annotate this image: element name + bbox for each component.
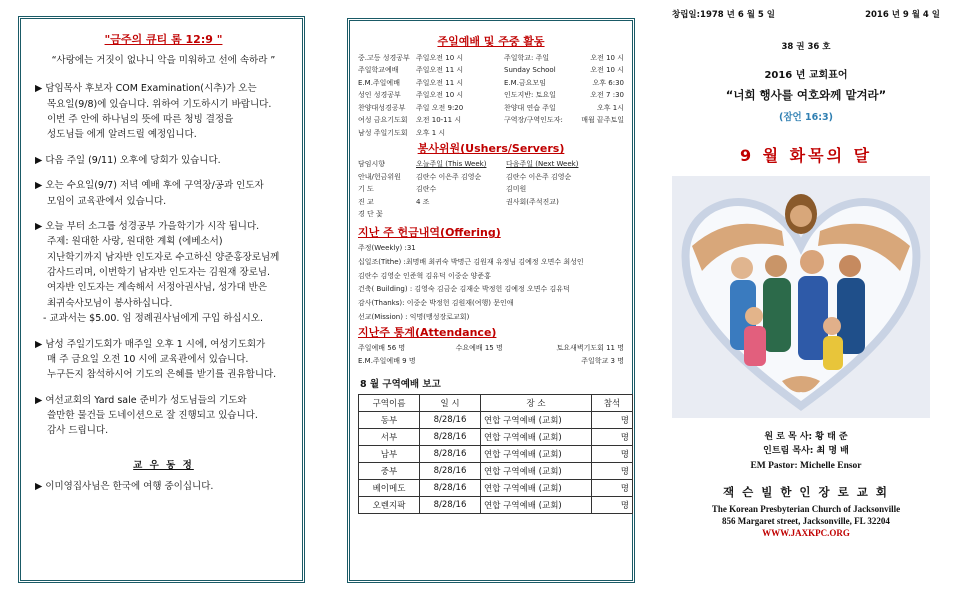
schedule-cell: 주일오전 11 시: [416, 66, 464, 75]
attendance-cell: 수요예배 15 명: [455, 344, 503, 353]
announcement-item: [35, 81, 292, 143]
announcement-line: 이번 주 안에 하나님의 뜻에 따른 청빙 결정을: [47, 114, 234, 126]
schedule-cell: 찬양대 연습 주일: [504, 103, 556, 112]
schedule-cell: 찬양대성경공부: [358, 103, 406, 112]
schedule-cell: 오전 10 시: [590, 66, 624, 75]
announcement-line: - 교과서는 $5.00. 임 정례권사님에게 구입 하십시오.: [43, 313, 263, 325]
announcement-line: 성도님들 에게 알려드릴 예정입니다.: [47, 129, 197, 141]
schedule-cell: E.M.금요모임: [504, 78, 546, 87]
motto-label: 2016 년 교회표어: [764, 70, 848, 81]
schedule-cell: 구역장/구역인도자:: [504, 116, 563, 125]
ushers-cell: [506, 208, 624, 220]
worship-title: 주일예배 및 주중 활동: [437, 35, 545, 48]
announcement-line: ▶ 다음 주일 (9/11) 오후에 당회가 있습니다.: [35, 154, 221, 166]
ushers-cell: 다음주일 (Next Week): [506, 160, 579, 169]
schedule-row: [358, 64, 624, 76]
ushers-cell: 진 교: [358, 197, 374, 206]
attendance-cell: E.M.주일예배 9 명: [358, 357, 416, 366]
schedule-cell: 주일 오전 9:20: [416, 103, 464, 112]
table-cell: 8/28/16: [420, 463, 481, 480]
offering-line: 선교(Mission) : 익명(맹성장로교회): [358, 312, 470, 321]
announcement-line: ▶ 오는 수요일(9/7) 저녁 예배 후에 구역장/공과 인도자: [35, 180, 264, 192]
table-cell: 연합 구역예배 (교회): [481, 429, 592, 446]
table-header: 일 시: [420, 395, 481, 412]
news-title: 교 우 동 정: [133, 459, 194, 471]
ushers-cell: 권사회(주석진교): [506, 197, 559, 206]
table-header: 장 소: [481, 395, 592, 412]
offering-line: 김란수 김영순 인준혁 김유덕 이중순 양준홍: [358, 271, 491, 280]
schedule-cell: 남성 주일기도회: [358, 128, 408, 137]
ushers-table: [358, 158, 624, 220]
table-header: 참석: [592, 395, 633, 412]
announcement-line: 누구든지 참석하시어 기도의 은혜를 받기를 권유합니다.: [47, 369, 277, 381]
table-cell: 연합 구역예배 (교회): [481, 412, 592, 429]
ushers-cell: 오늘주일 (This Week): [416, 160, 487, 169]
offering-line: 건축( Building) : 김영숙 김금순 김재순 박정헌 김예정 오면수 김유덕: [358, 285, 570, 294]
table-cell: 명: [592, 412, 633, 429]
table-header: 구역이름: [359, 395, 420, 412]
schedule-row: [358, 77, 624, 89]
schedule-cell: 주일오전 11 시: [416, 78, 464, 87]
announcement-item: [35, 153, 292, 168]
heart-illustration: [672, 176, 930, 418]
table-cell: 연합 구역예배 (교회): [481, 480, 592, 497]
schedule-cell: 인도지반: 토요일: [504, 91, 556, 100]
qt-verse: “사랑에는 거짓이 없나니 악을 미워하고 선에 속하라 ”: [51, 55, 276, 66]
table-cell: 8/28/16: [420, 446, 481, 463]
announcement-line: ▶ 담임목사 후보자 COM Examination(시추)가 오는: [35, 83, 257, 95]
pastor-list: [672, 430, 940, 474]
table-cell: 8/28/16: [420, 429, 481, 446]
schedule-row: [358, 114, 624, 126]
schedule-cell: 중.고등 성경공부: [358, 54, 410, 62]
ushers-cell: 김란수: [416, 185, 437, 194]
schedule-cell: 주일오전 10 시: [416, 91, 464, 100]
ushers-title: 봉사위원(Ushers/Servers): [417, 142, 565, 156]
ushers-cell: 기 도: [358, 185, 374, 194]
schedule-cell: 오후 6:30: [592, 78, 624, 87]
offering-list: [358, 242, 624, 324]
schedule-cell: 매월 끝주토일: [581, 116, 624, 125]
bulletin-date: 2016 년 9 월 4 일: [865, 10, 940, 20]
attendance-cell: 토요새벽기도회 11 명: [556, 344, 624, 353]
table-row: [359, 412, 633, 429]
schedule-row: [358, 89, 624, 101]
schedule-cell: [578, 127, 624, 139]
ushers-cell: 4 조: [416, 197, 430, 206]
group-report-title: 8 월 구역예배 보고: [360, 379, 441, 391]
announcement-line: ▶ 여선교회의 Yard sale 준비가 성도님들의 기도와: [35, 394, 247, 406]
table-cell: 서부: [359, 429, 420, 446]
ushers-row: [358, 208, 624, 220]
worship-panel: [347, 18, 635, 583]
worship-schedule: [358, 52, 624, 139]
attendance-cell: [468, 355, 582, 368]
attendance-cell: 주일예배 56 명: [358, 344, 406, 353]
schedule-cell: 오전 7 :30: [590, 91, 624, 100]
announcement-line: 지난학기까지 남자반 인도자로 수고하신 양준홍장로님께: [47, 251, 280, 263]
attendance-cell: 주일학교 3 명: [581, 357, 624, 366]
founding-pastor: 원 로 목 사: 황 태 준: [764, 432, 848, 442]
schedule-cell: 성인 성경공부: [358, 91, 401, 100]
schedule-cell: 주일학교예배: [358, 66, 399, 75]
motto-reference: (잠언 16:3): [779, 112, 833, 123]
table-row: [359, 446, 633, 463]
news-item: ▶ 이미영집사님은 한국에 여행 중이십니다.: [35, 480, 214, 492]
table-row: [359, 463, 633, 480]
announcement-item: [35, 337, 292, 383]
ushers-cell: [416, 208, 506, 220]
offering-line: 감사(Thanks): 이중순 박정헌 김원재(여행) 문인애: [358, 299, 514, 307]
ushers-cell: 김미원: [506, 185, 527, 194]
announcement-line: 목요일(9/8)에 있습니다. 위하여 기도하시기 바랍니다.: [47, 98, 272, 110]
schedule-row: [358, 102, 624, 114]
ushers-cell: 김란수 이은주 김영순: [416, 172, 482, 181]
interim-pastor: 인트림 목사: 최 명 배: [763, 446, 849, 457]
ushers-row: [358, 158, 624, 170]
announcement-item: [35, 178, 292, 209]
volume-number: 38 권 36 호: [781, 42, 831, 52]
qt-title: "금주의 큐티 롬 12:9 ": [104, 33, 223, 46]
ushers-row: [358, 183, 624, 195]
offering-line: 십일조(Tithe) :최명배 최귀숙 박명근 김원재 유정님 김예정 오면수 최성인: [358, 258, 584, 267]
ushers-cell: 김란수 이은주 김영순: [506, 172, 572, 181]
table-cell: 명: [592, 446, 633, 463]
announcement-line: 모임이 교육관에서 있습니다.: [47, 195, 167, 207]
schedule-cell: 오후 1 시: [416, 128, 446, 137]
church-address: 856 Margaret street, Jacksonville, FL 32204: [722, 516, 890, 527]
table-cell: 연합 구역예배 (교회): [481, 446, 592, 463]
table-cell: 베이메도: [359, 480, 420, 497]
announcement-line: ▶ 오늘 부터 소그룹 성경공부 가을학기가 시작 됩니다.: [35, 220, 260, 232]
table-cell: 8/28/16: [420, 497, 481, 514]
table-cell: 명: [592, 497, 633, 514]
attendance-row: [358, 355, 624, 368]
table-row: [359, 497, 633, 514]
schedule-cell: 여성 금요기도회: [358, 116, 408, 125]
table-cell: 명: [592, 463, 633, 480]
table-cell: 연합 구역예배 (교회): [481, 463, 592, 480]
announcement-item: [35, 219, 292, 327]
table-cell: 남부: [359, 446, 420, 463]
table-cell: 명: [592, 480, 633, 497]
announcement-line: 최귀숙사모님이 봉사하십니다.: [47, 297, 173, 309]
table-cell: 중부: [359, 463, 420, 480]
announcement-line: 감사드리며, 이번학기 남자반 인도자는 김원재 장로님.: [47, 267, 271, 279]
schedule-row: [358, 52, 624, 64]
announcement-line: 감사 드립니다.: [47, 425, 109, 437]
cover-panel: [672, 10, 940, 580]
announcement-line: 여자반 인도자는 계속해서 서정아권사님, 성가대 반은: [47, 282, 268, 294]
table-cell: 오렌지팍: [359, 497, 420, 514]
em-pastor: EM Pastor: Michelle Ensor: [750, 460, 862, 471]
schedule-row: [358, 127, 624, 139]
church-name-korean: 잭 슨 빌 한 인 장 로 교 회: [722, 484, 889, 499]
schedule-cell: 오후 1시: [597, 103, 624, 112]
founded-date: 창립일:1978 년 6 월 5 일: [672, 10, 775, 20]
attendance-row: [358, 342, 624, 355]
offering-title: 지난 주 헌금내역(Offering): [358, 226, 501, 240]
ushers-row: [358, 171, 624, 183]
table-cell: 8/28/16: [420, 412, 481, 429]
cover-header: [672, 8, 940, 20]
attendance-stats: [358, 342, 624, 368]
church-website-link[interactable]: WWW.JAXKPC.ORG: [762, 528, 850, 539]
ushers-row: [358, 196, 624, 208]
announcement-line: 쓸만한 물건들 도네이션으로 잘 진행되고 있습니다.: [47, 410, 258, 422]
table-cell: 연합 구역예배 (교회): [481, 497, 592, 514]
schedule-cell: Sunday School: [504, 66, 556, 75]
schedule-cell: E.M.주일예배: [358, 78, 400, 87]
table-cell: 8/28/16: [420, 480, 481, 497]
table-row: [359, 429, 633, 446]
schedule-cell: 주일오전 10 시: [416, 54, 464, 62]
schedule-cell: 주일학교: 주일: [504, 54, 550, 62]
ushers-cell: 경 단 꽃: [358, 209, 383, 218]
announcements-panel: [18, 16, 305, 583]
announcement-line: 주제: 원대한 사랑, 원대한 계획 (에베소서): [47, 236, 223, 248]
ushers-cell: 안내/헌금위원: [358, 172, 401, 181]
church-name-english: The Korean Presbyterian Church of Jacksonville: [711, 503, 901, 514]
ushers-cell: 담임시향: [358, 160, 386, 169]
offering-line: 주정(Weekly) :31: [358, 244, 416, 253]
schedule-cell: 오전 10-11 시: [416, 116, 462, 125]
group-report-table: [358, 394, 633, 514]
table-cell: 동부: [359, 412, 420, 429]
schedule-cell: 오전 10 시: [590, 54, 624, 62]
announcement-item: [35, 393, 292, 439]
schedule-cell: [504, 127, 578, 139]
announcement-list: [35, 81, 292, 439]
table-cell: 명: [592, 429, 633, 446]
announcement-line: 매 주 금요일 오전 10 시에 교육관에서 있습니다.: [47, 353, 249, 365]
table-row: [359, 480, 633, 497]
month-theme: 9 월 화목의 달: [739, 146, 873, 165]
attendance-title: 지난주 통계(Attendance): [358, 326, 497, 340]
church-motto: “너희 행사를 여호와께 맡겨라”: [725, 88, 887, 102]
announcement-line: ▶ 남성 주일기도회가 매주일 오후 1 시에, 여성기도회가: [35, 338, 266, 350]
